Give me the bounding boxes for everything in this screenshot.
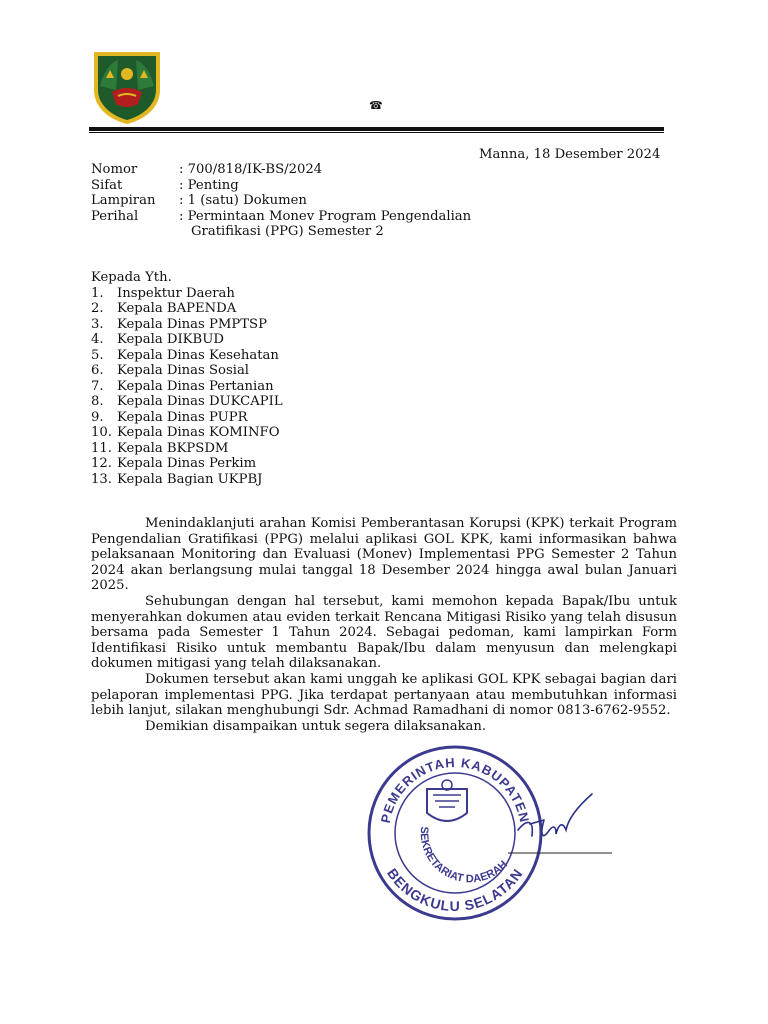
- telephone-icon: ☎: [369, 99, 383, 112]
- svg-text:SEKRETARIAT DAERAH: [418, 826, 510, 885]
- addressee-block: [91, 270, 283, 487]
- recipient-name: Kepala Dinas Pertanian: [117, 378, 274, 394]
- item-number: 1.: [91, 285, 104, 301]
- body-paragraph: Dokumen tersebut akan kami unggah ke aplikasi GOL KPK sebagai bagian dari pelaporan implementasi PPG. Jika terdapat pertanyaan atau membutuhkan informasi lebih lanjut, silakan menghubungi Sdr. Achmad Ramadhani di nomor 0813-6762-9552.: [91, 671, 677, 719]
- recipient-name: Kepala Dinas PMPTSP: [117, 316, 267, 332]
- regency-crest-icon: [88, 48, 166, 126]
- recipient-name: Kepala Dinas PUPR: [117, 409, 248, 425]
- list-item: [91, 471, 263, 488]
- list-item: [91, 409, 248, 426]
- recipient-name: Kepala Dinas Kesehatan: [117, 347, 279, 363]
- meta-value: Gratifikasi (PPG) Semester 2: [191, 224, 384, 239]
- stamp-bottom-text: BENGKULU SELATAN: [384, 865, 526, 915]
- letterhead-rule-thin: [89, 132, 664, 133]
- meta-value: : Penting: [179, 177, 239, 193]
- recipient-name: Kepala Dinas Perkim: [117, 456, 257, 471]
- recipient-name: Kepala Dinas DUKCAPIL: [117, 394, 283, 409]
- item-number: 11.: [91, 440, 112, 456]
- recipient-name: Kepala DIKBUD: [117, 332, 224, 347]
- item-number: 6.: [91, 363, 104, 378]
- recipient-name: Kepala Dinas Sosial: [117, 363, 250, 378]
- item-number: 3.: [91, 316, 104, 332]
- body-paragraph: Sehubungan dengan hal tersebut, kami memohon kepada Bapak/Ibu untuk menyerahkan dokumen atau eviden terkait Rencana Mitigasi Risiko yang telah disusun bersama pada Semester 1 Tahun 2024. Sebagai pedoman, kami lampirkan Form Identifikasi Risiko untuk membantu Bapak/Ibu dalam menyusun dan melengkapi dokumen mitigasi yang telah dilaksanakan.: [91, 593, 677, 672]
- list-item: [91, 301, 237, 317]
- letter-date: Manna, 18 Desember 2024: [479, 147, 661, 162]
- item-number: 9.: [91, 409, 104, 425]
- recipient-name: Kepala Bagian UKPBJ: [117, 471, 263, 487]
- item-number: 2.: [91, 301, 104, 316]
- meta-label: Nomor: [91, 162, 138, 177]
- item-number: 8.: [91, 394, 104, 409]
- list-item: [91, 378, 274, 395]
- body-paragraph: Demikian disampaikan untuk segera dilaksanakan.: [145, 718, 487, 734]
- recipient-name: Kepala Dinas KOMINFO: [117, 425, 280, 440]
- stamp-top-text: PEMERINTAH KABUPATEN: [377, 754, 533, 825]
- recipient-name: Kepala BAPENDA: [117, 301, 237, 316]
- meta-label: Lampiran: [91, 193, 156, 208]
- list-item: [91, 285, 235, 302]
- signature-mark: [500, 790, 615, 860]
- meta-value: : Permintaan Monev Program Pengendalian: [179, 208, 472, 224]
- item-number: 5.: [91, 347, 104, 363]
- letter-body: [91, 516, 677, 734]
- list-item: [91, 440, 229, 457]
- stamp-middle-text: SEKRETARIAT DAERAH: [417, 826, 510, 886]
- item-number: 10.: [91, 425, 112, 440]
- item-number: 12.: [91, 456, 112, 471]
- item-number: 4.: [91, 332, 104, 347]
- regency-emblem-icon: [427, 780, 467, 821]
- list-item: [91, 394, 283, 410]
- item-number: 7.: [91, 378, 104, 394]
- recipient-name: Kepala BKPSDM: [117, 440, 229, 456]
- meta-value: : 700/818/IK-BS/2024: [179, 162, 323, 177]
- list-item: [91, 363, 250, 379]
- meta-label: Perihal: [91, 208, 139, 224]
- list-item: [91, 332, 224, 348]
- recipient-list: [91, 285, 283, 488]
- list-item: [91, 347, 279, 364]
- list-item: [91, 425, 280, 441]
- addressee-title: Kepada Yth.: [91, 270, 172, 285]
- meta-value: : 1 (satu) Dokumen: [179, 193, 307, 208]
- list-item: [91, 456, 257, 472]
- recipient-name: Inspektur Daerah: [117, 285, 235, 301]
- body-paragraph: Menindaklanjuti arahan Komisi Pemberantasan Korupsi (KPK) terkait Program Pengendalian Gratifikasi (PPG) melalui aplikasi GOL KPK, kami informasikan bahwa pelaksanaan Monitoring dan Evaluasi (Monev) Implementasi PPG Semester 2 Tahun 2024 akan berlangsung mulai tanggal 18 Desember 2024 hingga awal bulan Januari 2025.: [91, 516, 677, 594]
- list-item: [91, 316, 267, 333]
- letterhead-rule: [89, 127, 664, 131]
- item-number: 13.: [91, 471, 112, 487]
- meta-label: Sifat: [91, 177, 123, 193]
